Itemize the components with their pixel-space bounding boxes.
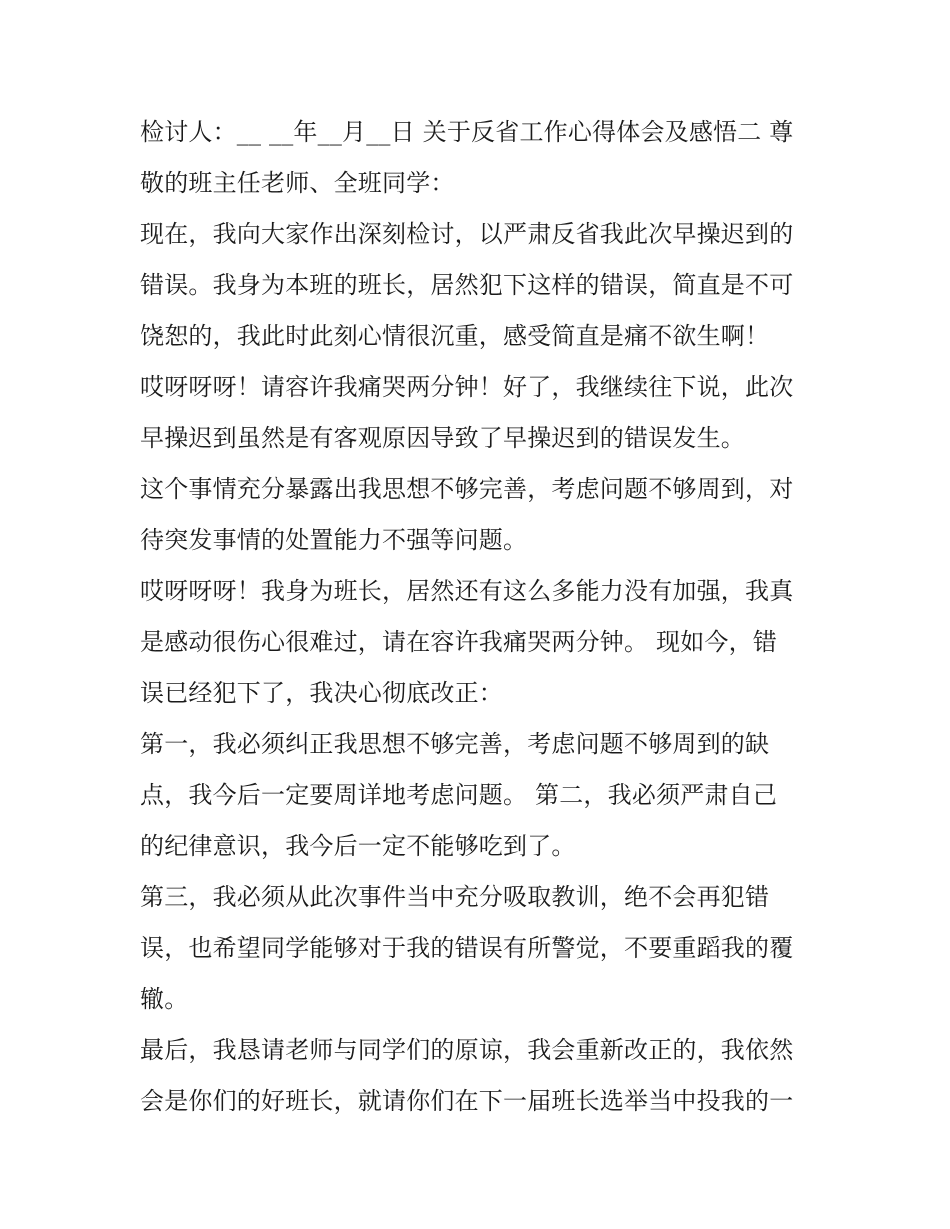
text-line: 辙。 (140, 985, 189, 1013)
text-line: 会是你们的好班长，就请你们在下一届班长选举当中投我的一 (140, 1087, 794, 1115)
text-line: 的纪律意识，我今后一定不能够吃到了。 (140, 832, 576, 860)
text-line: 饶恕的，我此时此刻心情很沉重，感受简直是痛不欲生啊！ (140, 322, 770, 350)
text-line: 敬的班主任老师、全班同学： (140, 169, 455, 197)
text-line: 错误。我身为本班的班长，居然犯下这样的错误，简直是不可 (140, 271, 794, 299)
text-line: 误，也希望同学能够对于我的错误有所警觉，不要重蹈我的覆 (140, 934, 794, 962)
text-line: 这个事情充分暴露出我思想不够完善，考虑问题不够周到，对 (140, 475, 794, 503)
text-line: 第一，我必须纠正我思想不够完善，考虑问题不够周到的缺 (140, 730, 770, 758)
text-line: 是感动很伤心很难过，请在容许我痛哭两分钟。 现如今，错 (140, 628, 778, 656)
text-line: 待突发事情的处置能力不强等问题。 (140, 526, 528, 554)
text-line: 早操迟到虽然是有客观原因导致了早操迟到的错误发生。 (140, 424, 745, 452)
text-line: 现在，我向大家作出深刻检讨，以严肃反省我此次早操迟到的 (140, 220, 794, 248)
text-line: 最后，我恳请老师与同学们的原谅，我会重新改正的，我依然 (140, 1036, 794, 1064)
text-line: 第三，我必须从此次事件当中充分吸取教训，绝不会再犯错 (140, 883, 770, 911)
text-line: 点，我今后一定要周详地考虑问题。 第二，我必须严肃自己 (140, 781, 778, 809)
text-line: 误已经犯下了，我决心彻底改正： (140, 679, 503, 707)
text-line: 哎呀呀呀！我身为班长，居然还有这么多能力没有加强，我真 (140, 577, 794, 605)
text-line: 检讨人：__ __年__月__日 关于反省工作心得体会及感悟二 尊 (140, 118, 794, 146)
text-line: 哎呀呀呀！请容许我痛哭两分钟！好了，我继续往下说，此次 (140, 373, 794, 401)
document-page (140, 107, 820, 1127)
